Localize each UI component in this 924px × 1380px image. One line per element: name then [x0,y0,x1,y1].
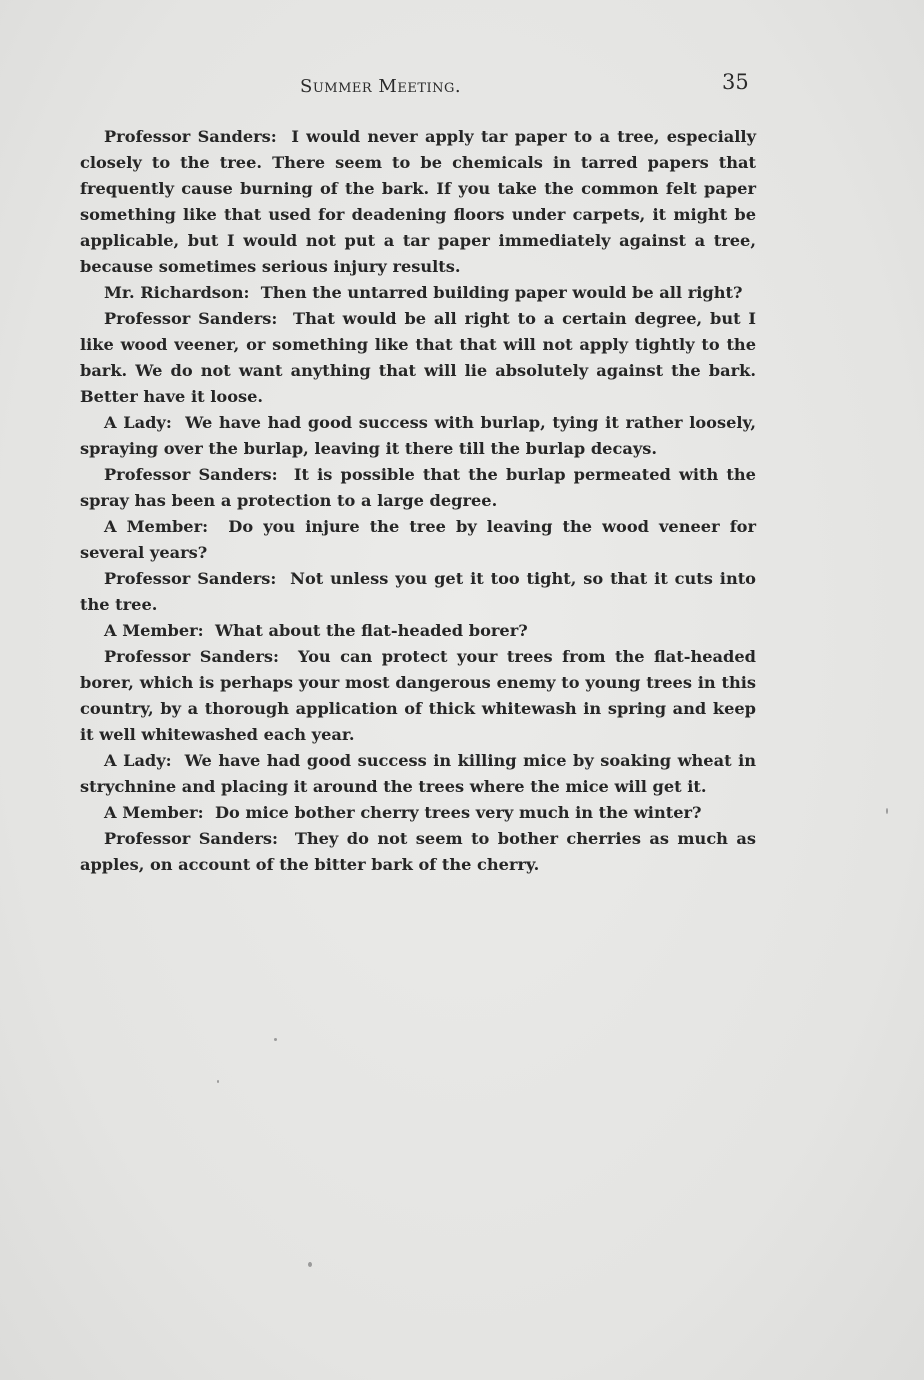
speaker-name: Professor Sanders: [104,829,278,848]
paper-speck [274,1038,277,1041]
speech-text: Do mice bother cherry trees very much in the winter? [214,803,702,822]
speech-text: It is possible that the burlap permeated with the spray has been a protection to a large degree. [80,465,756,510]
paragraph [80,644,756,748]
speech-text: Do you injure the tree by leaving the wood veneer for several years? [80,517,756,562]
paragraph [80,618,756,644]
body-text [80,124,756,878]
paragraph [80,410,756,462]
paragraph [80,306,756,410]
speech-text: We have had good success in killing mice by soaking wheat in strychnine and placing it around the trees where the mice will get it. [80,751,756,796]
speaker-name: A Lady: [104,413,172,432]
paragraph [80,748,756,800]
speech-text: We have had good success with burlap, tying it rather loosely, spraying over the burlap, leaving it there till the burlap decays. [80,413,757,458]
speaker-name: A Member: [104,803,204,822]
running-head: Summer Meeting. [300,76,462,97]
speaker-name: A Member: [104,517,209,536]
speaker-name: Professor Sanders: [104,309,278,328]
paragraph [80,124,756,280]
paper-speck [886,808,888,814]
paragraph [80,800,756,826]
speaker-name: Professor Sanders: [104,647,279,666]
paragraph [80,280,756,306]
speech-text: Then the untarred building paper would be all right? [260,283,743,302]
paper-speck [308,1262,312,1267]
speech-text: What about the flat-headed borer? [214,621,528,640]
paragraph [80,514,756,566]
speaker-name: Professor Sanders: [104,127,277,146]
page-number: 35 [722,70,749,94]
speech-text: That would be all right to a certain degree, but I like wood veener, or something like that that will not apply tightly to the bark. We do not want anything that will lie absolutely against the bark. Better have it loose. [80,309,756,406]
paragraph [80,566,756,618]
paragraph [80,462,756,514]
speech-text: You can protect your trees from the flat-headed borer, which is perhaps your most dangerous enemy to young trees in this country, by a thorough application of thick whitewash in spring and keep it well whitewashed each year. [80,647,756,744]
speaker-name: A Member: [104,621,204,640]
speech-text: They do not seem to bother cherries as much as apples, on account of the bitter bark of the cherry. [80,829,756,874]
speech-text: I would never apply tar paper to a tree, especially closely to the tree. There seem to be chemicals in tarred papers that frequently cause burning of the bark. If you take the common felt paper something like that used for deadening floors under carpets, it might be applicable, but I would not put a tar paper immediately against a tree, because sometimes serious injury results. [80,127,756,276]
paragraph [80,826,756,878]
speaker-name: Professor Sanders: [104,465,278,484]
speaker-name: A Lady: [104,751,172,770]
speaker-name: Professor Sanders: [104,569,277,588]
speaker-name: Mr. Richardson: [104,283,250,302]
paper-speck [217,1080,219,1083]
speech-text: Not unless you get it too tight, so that it cuts into the tree. [80,569,756,614]
